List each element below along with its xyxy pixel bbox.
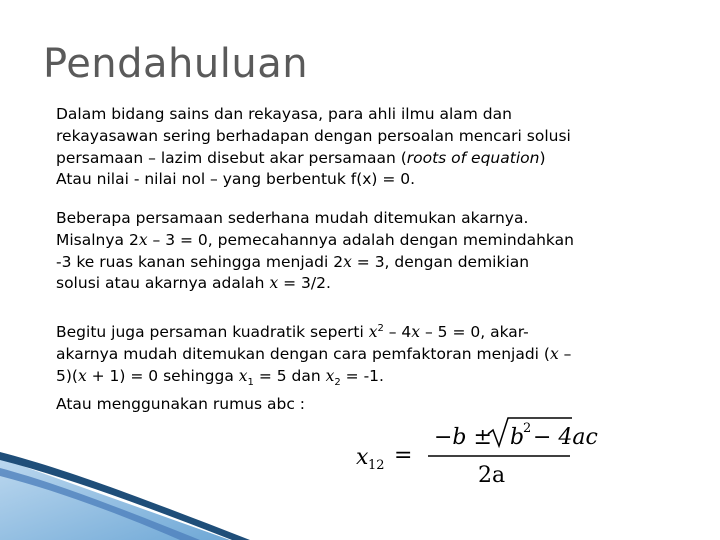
formula-equals: =: [394, 443, 413, 468]
text-line: Dalam bidang sains dan rekayasa, para ahli ilmu alam dan: [56, 105, 512, 123]
quadratic-formula: [356, 416, 598, 490]
formula-radicand-exp: 2: [523, 421, 532, 436]
formula-numerator-prefix: −b ±: [434, 425, 492, 450]
text-line: Misalnya 2x – 3 = 0, pemecahannya adalah dengan memindahkan: [56, 230, 574, 249]
formula-lhs-var: x: [356, 445, 369, 470]
decoration-mid-curve: [0, 468, 200, 540]
text-line: Begitu juga persaman kuadratik seperti $x^2 - 4x - 5 = 0$, akar-: [56, 323, 529, 342]
formula-lhs-sub: 12: [368, 458, 385, 473]
text-line: 5)(x + 1) = 0 sehingga $x_1 = 5$ dan $x_2 = -1$.: [56, 366, 384, 388]
formula-radicand-rest: − 4ac: [533, 425, 598, 450]
formula-radicand-b: b: [510, 425, 525, 450]
text-line: Beberapa persamaan sederhana mudah ditemukan akarnya.: [56, 209, 529, 227]
italic-term: roots of equation: [406, 148, 540, 167]
text-line: solusi atau akarnya adalah x = 3/2.: [56, 274, 331, 293]
paragraph-simple-equation: [56, 208, 676, 295]
paragraph-introduction: [56, 104, 676, 191]
decoration-dark-curve: [0, 452, 250, 540]
text-line: Atau menggunakan rumus abc :: [56, 394, 306, 413]
slide-title: Pendahuluan: [43, 41, 309, 87]
paragraph-quadratic: [56, 318, 676, 415]
decoration-light-wedge: [0, 458, 230, 540]
formula-denominator: 2a: [478, 463, 506, 488]
text-line: rekayasawan sering berhadapan dengan persoalan mencari solusi: [56, 126, 571, 145]
text-line: Atau nilai - nilai nol – yang berbentuk f(x) = 0.: [56, 170, 416, 189]
text-line: akarnya mudah ditemukan dengan cara pemfaktoran menjadi (x –: [56, 344, 572, 363]
text-line: -3 ke ruas kanan sehingga menjadi 2x = 3, dengan demikian: [56, 252, 530, 271]
text-line: persamaan – lazim disebut akar persamaan (roots of equation): [56, 148, 546, 167]
